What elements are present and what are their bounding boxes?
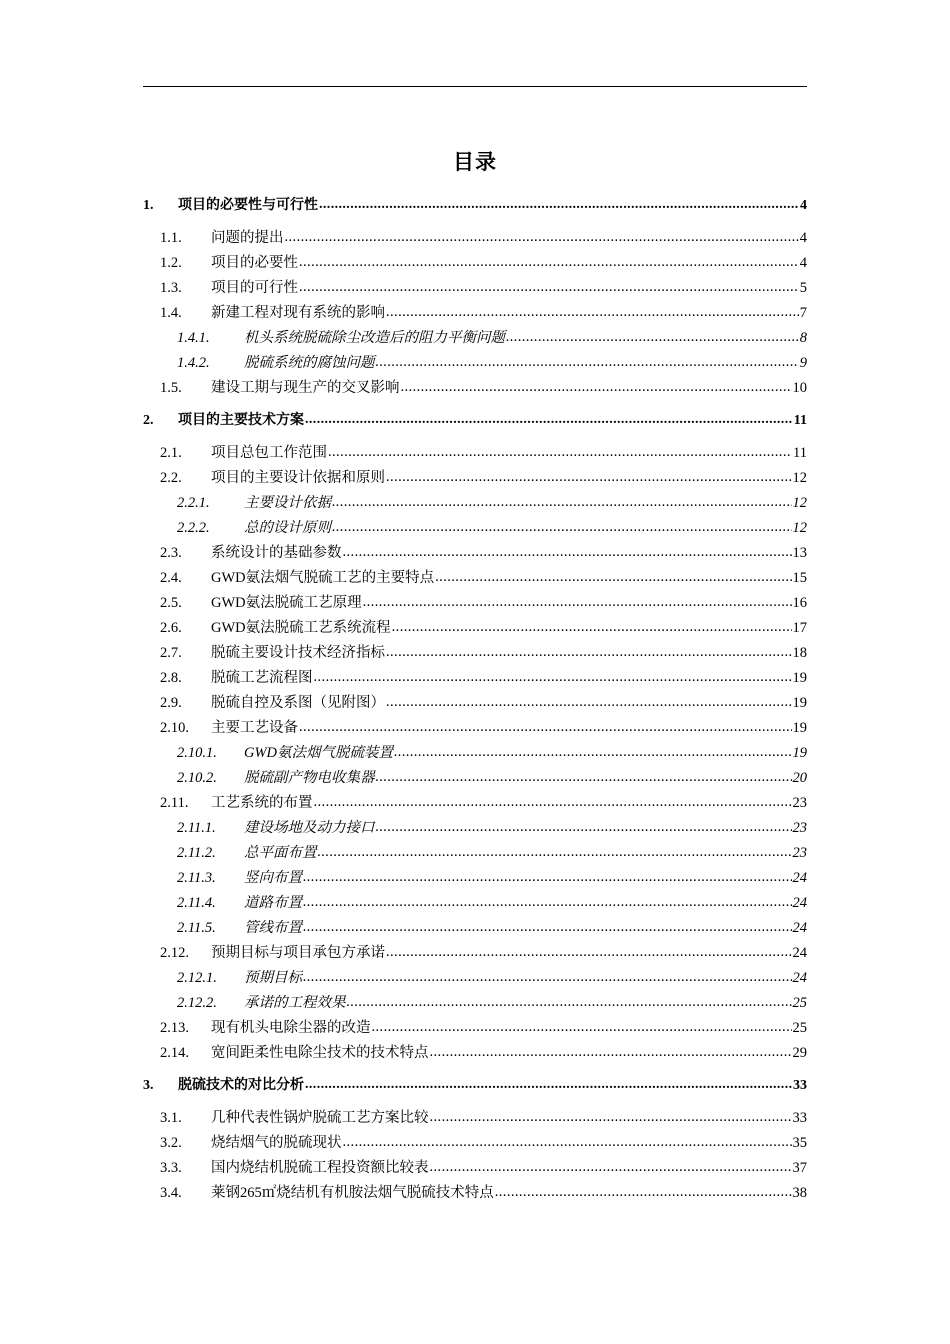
toc-entry-number: 2.12.1. (177, 970, 217, 986)
toc-entry[interactable] (143, 441, 807, 466)
dot-leader (303, 915, 792, 940)
toc-entry-number: 3. (143, 1078, 154, 1093)
toc-entry-label: 项目总包工作范围 (211, 445, 327, 461)
toc-entry-page-number: 4 (799, 230, 807, 246)
toc-entry-page-number: 24 (792, 870, 807, 886)
toc-entry-label: 主要设计依据 (244, 495, 331, 511)
toc-entry-number: 2.2.1. (177, 495, 210, 511)
dot-leader (386, 640, 792, 665)
toc-entry[interactable] (143, 1131, 807, 1156)
dot-leader (299, 275, 799, 300)
dot-leader (495, 1180, 792, 1205)
toc-entry-page-number: 38 (792, 1185, 807, 1201)
toc-entry[interactable] (143, 641, 807, 666)
toc-entry-label: 几种代表性锅炉脱硫工艺方案比较 (211, 1110, 429, 1126)
toc-entry[interactable] (143, 966, 807, 991)
toc-entry[interactable] (143, 1106, 807, 1131)
toc-entry-label: 总平面布置 (244, 845, 317, 861)
dot-leader (318, 840, 792, 865)
toc-entry-page-number: 5 (799, 280, 807, 296)
toc-entry-number: 1.3. (160, 280, 182, 296)
dot-leader (386, 690, 792, 715)
toc-entry-label: 竖向布置 (244, 870, 302, 886)
dot-leader (386, 465, 792, 490)
toc-entry-page-number: 7 (799, 305, 807, 321)
toc-entry-number: 2.1. (160, 445, 182, 461)
dot-leader (386, 300, 799, 325)
toc-entry-number: 1.4.1. (177, 330, 210, 346)
toc-entry-label: 主要工艺设备 (211, 720, 298, 736)
toc-entry-number: 2.10. (160, 720, 189, 736)
dot-leader (376, 350, 799, 375)
toc-entry-page-number: 12 (792, 470, 807, 486)
dot-leader (332, 515, 792, 540)
toc-entry[interactable] (143, 516, 807, 541)
toc-entry-page-number: 4 (799, 255, 807, 271)
toc-entry-label: 预期目标 (244, 970, 302, 986)
toc-entry-page-number: 19 (792, 695, 807, 711)
toc-entry-page-number: 25 (792, 1020, 807, 1036)
toc-entry-number: 1.4. (160, 305, 182, 321)
toc-entry-label: 脱硫自控及系图（见附图） (211, 695, 385, 711)
toc-entry[interactable] (143, 566, 807, 591)
toc-entry-page-number: 23 (792, 820, 807, 836)
toc-entry[interactable] (143, 1016, 807, 1041)
toc-entry-label: 项目的必要性与可行性 (178, 198, 318, 213)
toc-entry-label: 问题的提出 (211, 230, 284, 246)
dot-leader (305, 1074, 792, 1096)
toc-entry-number: 3.3. (160, 1160, 182, 1176)
toc-entry-page-number: 12 (792, 495, 807, 511)
toc-entry-page-number: 13 (792, 545, 807, 561)
toc-entry-label: 国内烧结机脱硫工程投资额比较表 (211, 1160, 429, 1176)
toc-entry-page-number: 35 (792, 1135, 807, 1151)
toc-entry-label: 脱硫系统的腐蚀问题 (244, 355, 375, 371)
dot-leader (319, 194, 799, 216)
dot-leader (299, 250, 799, 275)
dot-leader (347, 990, 792, 1015)
toc-entry[interactable] (143, 1181, 807, 1206)
toc-entry-page-number: 24 (792, 970, 807, 986)
dot-leader (435, 565, 791, 590)
toc-entry-number: 2.11.2. (177, 845, 216, 861)
toc-entry-label: GWD氨法烟气脱硫装置 (244, 745, 394, 761)
toc-entry-label: 道路布置 (244, 895, 302, 911)
toc-entry[interactable] (143, 1156, 807, 1181)
toc-entry[interactable] (143, 791, 807, 816)
toc-entry-label: 项目的主要技术方案 (178, 413, 304, 428)
toc-entry-number: 2.11.4. (177, 895, 216, 911)
toc-entry-page-number: 23 (792, 795, 807, 811)
toc-entry-label: 莱钢265㎡烧结机有机胺法烟气脱硫技术特点 (211, 1185, 494, 1201)
toc-entry-number: 2.12.2. (177, 995, 217, 1011)
toc-entry-page-number: 18 (792, 645, 807, 661)
toc-entry-page-number: 37 (792, 1160, 807, 1176)
toc-entry-page-number: 33 (792, 1110, 807, 1126)
toc-entry-number: 1.2. (160, 255, 182, 271)
toc-entry[interactable] (143, 716, 807, 741)
toc-entry[interactable] (143, 591, 807, 616)
toc-entry-label: 项目的主要设计依据和原则 (211, 470, 385, 486)
toc-entry[interactable] (143, 541, 807, 566)
dot-leader (285, 225, 799, 250)
toc-entry[interactable] (143, 991, 807, 1016)
toc-entry-label: GWD氨法脱硫工艺原理 (211, 595, 362, 611)
toc-entry[interactable] (143, 351, 807, 376)
toc-entry[interactable] (143, 741, 807, 766)
toc-entry-number: 2.9. (160, 695, 182, 711)
toc-entry-page-number: 15 (792, 570, 807, 586)
toc-entry[interactable] (143, 301, 807, 326)
toc-entry-label: 脱硫工艺流程图 (211, 670, 313, 686)
toc-entry[interactable] (143, 891, 807, 916)
toc-entry-page-number: 8 (799, 330, 807, 346)
toc-entry-label: 脱硫技术的对比分析 (178, 1078, 304, 1093)
toc-entry-label: 项目的必要性 (211, 255, 298, 271)
dot-leader (386, 940, 792, 965)
toc-entry[interactable] (143, 691, 807, 716)
toc-entry[interactable] (143, 276, 807, 301)
toc-entry[interactable] (143, 410, 807, 432)
dot-leader (372, 1015, 792, 1040)
toc-entry-number: 2.11.5. (177, 920, 216, 936)
toc-entry-number: 2.12. (160, 945, 189, 961)
toc-entry-number: 2.8. (160, 670, 182, 686)
toc-entry-page-number: 25 (792, 995, 807, 1011)
toc-entry-label: 脱硫副产物电收集器 (244, 770, 375, 786)
dot-leader (430, 1040, 792, 1065)
toc-entry-number: 3.1. (160, 1110, 182, 1126)
toc-entry-label: 项目的可行性 (211, 280, 298, 296)
dot-leader (314, 665, 792, 690)
toc-entry[interactable] (143, 226, 807, 251)
toc-entry-page-number: 16 (792, 595, 807, 611)
dot-leader (305, 409, 793, 431)
dot-leader (303, 965, 792, 990)
toc-title: 目录 (453, 150, 497, 174)
toc-entry-label: 机头系统脱硫除尘改造后的阻力平衡问题 (244, 330, 505, 346)
toc-entry-label: 管线布置 (244, 920, 302, 936)
toc-entry-number: 2.2. (160, 470, 182, 486)
toc-entry-number: 2.11.3. (177, 870, 216, 886)
toc-entry[interactable] (143, 326, 807, 351)
toc-entry[interactable] (143, 866, 807, 891)
toc-entry[interactable] (143, 666, 807, 691)
toc-entry-number: 1. (143, 198, 154, 213)
toc-entry-number: 2. (143, 413, 154, 428)
dot-leader (401, 375, 792, 400)
dot-leader (303, 890, 792, 915)
toc-entry[interactable] (143, 916, 807, 941)
table-of-contents (143, 193, 807, 1206)
toc-entry-page-number: 11 (793, 445, 807, 461)
toc-entry-page-number: 23 (792, 845, 807, 861)
toc-entry-number: 2.4. (160, 570, 182, 586)
toc-entry-label: 承诺的工程效果 (244, 995, 346, 1011)
toc-entry-label: 建设工期与现生产的交叉影响 (211, 380, 400, 396)
toc-entry-number: 2.10.1. (177, 745, 217, 761)
toc-entry-label: 预期目标与项目承包方承诺 (211, 945, 385, 961)
toc-entry-number: 2.6. (160, 620, 182, 636)
toc-entry-number: 2.11. (160, 795, 189, 811)
toc-entry[interactable] (143, 816, 807, 841)
toc-entry-page-number: 12 (792, 520, 807, 536)
dot-leader (303, 865, 792, 890)
toc-entry-number: 1.4.2. (177, 355, 210, 371)
toc-entry-label: 宽间距柔性电除尘技术的技术特点 (211, 1045, 429, 1061)
toc-entry-number: 2.10.2. (177, 770, 217, 786)
toc-entry-label: 总的设计原则 (244, 520, 331, 536)
toc-entry[interactable] (143, 491, 807, 516)
toc-entry-page-number: 19 (792, 720, 807, 736)
dot-leader (328, 440, 792, 465)
toc-entry-label: 建设场地及动力接口 (244, 820, 375, 836)
toc-entry-page-number: 17 (792, 620, 807, 636)
dot-leader (506, 325, 799, 350)
toc-entry-page-number: 9 (799, 355, 807, 371)
dot-leader (430, 1105, 792, 1130)
toc-entry[interactable] (143, 941, 807, 966)
toc-entry[interactable] (143, 1041, 807, 1066)
toc-entry-label: 工艺系统的布置 (211, 795, 313, 811)
toc-entry-label: 脱硫主要设计技术经济指标 (211, 645, 385, 661)
toc-entry[interactable] (143, 466, 807, 491)
toc-entry-number: 2.2.2. (177, 520, 210, 536)
toc-entry-number: 3.2. (160, 1135, 182, 1151)
toc-entry-label: GWD氨法脱硫工艺系统流程 (211, 620, 391, 636)
toc-entry-page-number: 4 (800, 198, 807, 213)
toc-entry-page-number: 19 (792, 745, 807, 761)
dot-leader (394, 740, 791, 765)
toc-entry-number: 3.4. (160, 1185, 182, 1201)
toc-entry[interactable] (143, 841, 807, 866)
toc-entry[interactable] (143, 195, 807, 217)
toc-entry-number: 2.11.1. (177, 820, 216, 836)
dot-leader (314, 790, 792, 815)
dot-leader (430, 1155, 792, 1180)
toc-entry-label: GWD氨法烟气脱硫工艺的主要特点 (211, 570, 435, 586)
toc-entry-label: 系统设计的基础参数 (211, 545, 342, 561)
toc-entry-page-number: 24 (792, 920, 807, 936)
dot-leader (392, 615, 792, 640)
toc-entry-number: 1.5. (160, 380, 182, 396)
toc-entry-number: 2.5. (160, 595, 182, 611)
header-rule (143, 86, 807, 87)
toc-entry[interactable] (143, 251, 807, 276)
toc-entry[interactable] (143, 766, 807, 791)
dot-leader (299, 715, 792, 740)
toc-entry-number: 2.13. (160, 1020, 189, 1036)
dot-leader (343, 1130, 792, 1155)
toc-entry[interactable] (143, 1075, 807, 1097)
toc-entry-page-number: 24 (792, 895, 807, 911)
toc-entry-page-number: 29 (792, 1045, 807, 1061)
toc-entry-label: 烧结烟气的脱硫现状 (211, 1135, 342, 1151)
dot-leader (343, 540, 792, 565)
toc-entry-number: 2.3. (160, 545, 182, 561)
toc-entry[interactable] (143, 616, 807, 641)
toc-entry-page-number: 24 (792, 945, 807, 961)
toc-entry-page-number: 19 (792, 670, 807, 686)
toc-entry-label: 新建工程对现有系统的影响 (211, 305, 385, 321)
toc-entry-number: 2.14. (160, 1045, 189, 1061)
toc-entry[interactable] (143, 376, 807, 401)
dot-leader (376, 765, 792, 790)
toc-entry-page-number: 20 (792, 770, 807, 786)
toc-entry-number: 1.1. (160, 230, 182, 246)
toc-entry-page-number: 11 (793, 413, 807, 428)
toc-entry-page-number: 33 (793, 1078, 807, 1093)
dot-leader (332, 490, 792, 515)
toc-entry-number: 2.7. (160, 645, 182, 661)
toc-entry-page-number: 10 (792, 380, 807, 396)
dot-leader (363, 590, 792, 615)
toc-entry-label: 现有机头电除尘器的改造 (211, 1020, 371, 1036)
dot-leader (376, 815, 792, 840)
